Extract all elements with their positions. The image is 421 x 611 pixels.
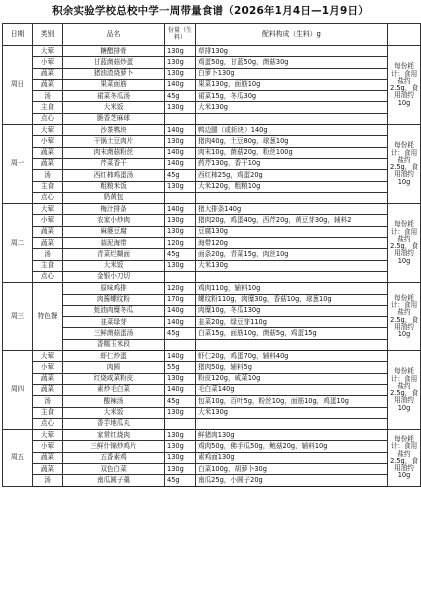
- ingredients-cell: 包菜10g，百叶5g，粉丝10g，面筋10g，鸡蛋10g: [196, 396, 388, 407]
- ingredients-cell: [196, 113, 388, 124]
- table-row: [3, 407, 421, 418]
- ingredients-cell: 鸡肉110g，辅料10g: [196, 283, 388, 294]
- day-cell: 周五: [3, 430, 33, 486]
- category-cell: 大荤: [33, 46, 63, 57]
- header-portion: 份量（生料）: [165, 24, 196, 46]
- table-row: [3, 249, 421, 260]
- page-title: 积余实验学校总校中学一周带量食谱（2026年1月4日—1月9日）: [52, 5, 369, 17]
- category-cell: 主食: [33, 260, 63, 271]
- portion-cell: 45g: [165, 91, 196, 102]
- dish-cell: 虾仁炒蛋: [63, 351, 165, 362]
- ingredients-cell: 肉末10g，菌菇20g，粉丝100g: [196, 147, 388, 158]
- portion-cell: 140g: [165, 158, 196, 169]
- dish-cell: 肉末菌菇粉丝: [63, 147, 165, 158]
- table-row: [3, 430, 421, 441]
- portion-cell: 130g: [165, 68, 196, 79]
- ingredients-cell: 大米120g，粗粮10g: [196, 181, 388, 192]
- portion-cell: 130g: [165, 430, 196, 441]
- portion-cell: [165, 192, 196, 203]
- ingredients-cell: 面条20g，青菜15g，肉丝10g: [196, 249, 388, 260]
- table-row: [3, 79, 421, 90]
- dish-cell: 糖醋排骨: [63, 46, 165, 57]
- table-row: [3, 102, 421, 113]
- ingredients-cell: 果菜130g，面筋10g: [196, 79, 388, 90]
- dish-cell: 三鲜菌菇蛋汤: [63, 328, 165, 339]
- category-cell: 小荤: [33, 215, 63, 226]
- portion-cell: 140g: [165, 125, 196, 136]
- day-cell: 周日: [3, 46, 33, 125]
- table-row: [3, 91, 421, 102]
- table-row: [3, 452, 421, 463]
- ingredients-cell: 素鸡面130g: [196, 452, 388, 463]
- table-row: [3, 46, 421, 57]
- portion-cell: 130g: [165, 215, 196, 226]
- ingredients-cell: [196, 418, 388, 429]
- dish-cell: 大米饭: [63, 102, 165, 113]
- ingredients-cell: 豆腐130g: [196, 226, 388, 237]
- dish-cell: 干锅土豆肉片: [63, 136, 165, 147]
- dish-cell: 香芋地瓜丸: [63, 418, 165, 429]
- portion-cell: 130g: [165, 452, 196, 463]
- portion-cell: 140g: [165, 147, 196, 158]
- portion-cell: 130g: [165, 102, 196, 113]
- portion-cell: 170g: [165, 294, 196, 305]
- ingredients-cell: 鸡肉50g，佛手瓜50g，鲍菇20g，辅料10g: [196, 441, 388, 452]
- table-row: [3, 57, 421, 68]
- portion-cell: 130g: [165, 407, 196, 418]
- category-cell: 蔬菜: [33, 147, 63, 158]
- ingredients-cell: 大米130g: [196, 407, 388, 418]
- ingredients-cell: 白菜100g，胡萝卜30g: [196, 463, 388, 474]
- dish-cell: 粗粮米饭: [63, 181, 165, 192]
- category-cell: 小荤: [33, 57, 63, 68]
- category-cell: 蔬菜: [33, 158, 63, 169]
- day-cell: 周四: [3, 351, 33, 430]
- nutrition-note: 每份耗计：食用盐约2.5g，食用油约10g: [388, 125, 421, 204]
- category-cell: 点心: [33, 192, 63, 203]
- table-row: [3, 384, 421, 395]
- dish-cell: 素炒毛白菜: [63, 384, 165, 395]
- ingredients-cell: 毛白菜140g: [196, 384, 388, 395]
- dish-cell: 肉酱螺纹粉: [63, 294, 165, 305]
- dish-cell: 果菜面筋: [63, 79, 165, 90]
- category-cell: 点心: [33, 271, 63, 282]
- table-row: [3, 136, 421, 147]
- dish-cell: 酸辣汤: [63, 396, 165, 407]
- portion-cell: 140g: [165, 79, 196, 90]
- portion-cell: 45g: [165, 396, 196, 407]
- portion-cell: 55g: [165, 362, 196, 373]
- dish-cell: 韭菜绿芽: [63, 317, 165, 328]
- ingredients-cell: 裙菜15g，冬瓜30g: [196, 91, 388, 102]
- dish-cell: 红烧咸菜粉皮: [63, 373, 165, 384]
- dish-cell: 甘蓝菌菇炒蛋: [63, 57, 165, 68]
- portion-cell: [165, 418, 196, 429]
- table-row: [3, 192, 421, 203]
- category-cell: 蔬菜: [33, 452, 63, 463]
- table-row: [3, 441, 421, 452]
- ingredients-cell: 海带120g: [196, 238, 388, 249]
- category-cell: 小荤: [33, 362, 63, 373]
- dish-cell: 麻婆豆腐: [63, 226, 165, 237]
- dish-cell: 猪油渣烧萝卜: [63, 68, 165, 79]
- category-cell: 蔬菜: [33, 384, 63, 395]
- category-cell: 汤: [33, 91, 63, 102]
- portion-cell: 45g: [165, 170, 196, 181]
- header-category: 类别: [33, 24, 63, 46]
- category-cell: 汤: [33, 396, 63, 407]
- nutrition-note: 每份耗计：食用盐约2.5g，食用油约10g: [388, 430, 421, 486]
- header-note: [388, 24, 421, 46]
- special-meal-cell: 特色餐: [33, 283, 63, 351]
- category-cell: 小荤: [33, 136, 63, 147]
- table-row: [3, 181, 421, 192]
- table-row: [3, 147, 421, 158]
- category-cell: 大荤: [33, 351, 63, 362]
- category-cell: 蔬菜: [33, 373, 63, 384]
- table-row: [3, 339, 421, 350]
- portion-cell: [165, 339, 196, 350]
- dish-cell: 裙菜冬瓜汤: [63, 91, 165, 102]
- portion-cell: [165, 113, 196, 124]
- dish-cell: 西红柿鸡蛋汤: [63, 170, 165, 181]
- table-row: [3, 351, 421, 362]
- dish-cell: 芹菜香干: [63, 158, 165, 169]
- portion-cell: 140g: [165, 351, 196, 362]
- category-cell: 蔬菜: [33, 68, 63, 79]
- ingredients-cell: [196, 192, 388, 203]
- category-cell: 蔬菜: [33, 238, 63, 249]
- dish-cell: 五香素鸡: [63, 452, 165, 463]
- ingredients-cell: 猪大排条140g: [196, 204, 388, 215]
- dish-cell: 大米饭: [63, 260, 165, 271]
- table-row: [3, 418, 421, 429]
- portion-cell: 130g: [165, 260, 196, 271]
- portion-cell: 120g: [165, 238, 196, 249]
- ingredients-cell: 猪肉40g，土豆80g，球葱10g: [196, 136, 388, 147]
- portion-cell: 130g: [165, 226, 196, 237]
- table-row: [3, 328, 421, 339]
- table-row: [3, 215, 421, 226]
- dish-cell: 香糯玉米段: [63, 339, 165, 350]
- table-row: [3, 362, 421, 373]
- ingredients-cell: 虾仁20g，鸡蛋70g，辅料40g: [196, 351, 388, 362]
- dish-cell: 双色白菜: [63, 463, 165, 474]
- table-row: [3, 170, 421, 181]
- table-row: [3, 396, 421, 407]
- table-row: [3, 125, 421, 136]
- dish-cell: 三鲜什锦炒鸡片: [63, 441, 165, 452]
- table-row: [3, 294, 421, 305]
- portion-cell: 130g: [165, 136, 196, 147]
- category-cell: 汤: [33, 249, 63, 260]
- table-row: [3, 475, 421, 486]
- menu-table: [2, 23, 421, 487]
- ingredients-cell: 白萝卜130g: [196, 68, 388, 79]
- category-cell: 点心: [33, 418, 63, 429]
- portion-cell: 130g: [165, 463, 196, 474]
- table-row: [3, 463, 421, 474]
- dish-cell: 梅汁排条: [63, 204, 165, 215]
- portion-cell: 140g: [165, 305, 196, 316]
- ingredients-cell: 药芹130g，香干10g: [196, 158, 388, 169]
- table-row: [3, 373, 421, 384]
- dish-cell: 原味鸡排: [63, 283, 165, 294]
- dish-cell: 脆香芝麻球: [63, 113, 165, 124]
- category-cell: 大荤: [33, 430, 63, 441]
- portion-cell: 45g: [165, 475, 196, 486]
- portion-cell: 45g: [165, 328, 196, 339]
- day-cell: 周三: [3, 283, 33, 351]
- category-cell: 汤: [33, 170, 63, 181]
- header-ingredients: 配料构成（生料）g: [196, 24, 388, 46]
- portion-cell: 120g: [165, 283, 196, 294]
- category-cell: 蔬菜: [33, 463, 63, 474]
- ingredients-cell: 大米130g: [196, 260, 388, 271]
- category-cell: 大荤: [33, 125, 63, 136]
- nutrition-note: 每份耗计：食用盐约2.5g，食用油约10g: [388, 351, 421, 430]
- category-cell: 小荤: [33, 441, 63, 452]
- nutrition-note: 每份耗计：食用盐约2.5g，食用油约10g: [388, 283, 421, 351]
- dish-cell: 蚝油肉糜冬瓜: [63, 305, 165, 316]
- portion-cell: 130g: [165, 181, 196, 192]
- portion-cell: 130g: [165, 57, 196, 68]
- ingredients-cell: 螺纹粉110g，肉糜30g，香菇10g，球葱10g: [196, 294, 388, 305]
- ingredients-cell: 猪肉50g，辅料5g: [196, 362, 388, 373]
- portion-cell: 130g: [165, 46, 196, 57]
- table-row: [3, 204, 421, 215]
- day-cell: 周二: [3, 204, 33, 283]
- ingredients-cell: 猪肉20g，鸡蛋40g，西芹20g，黄豆芽30g，辅料2: [196, 215, 388, 226]
- ingredients-cell: 白菜15g，面筋10g，菌菇5g，鸡蛋15g: [196, 328, 388, 339]
- ingredients-cell: 粉皮120g，咸菜10g: [196, 373, 388, 384]
- dish-cell: 金银小刀切: [63, 271, 165, 282]
- table-row: [3, 238, 421, 249]
- ingredients-cell: 肉糜10g，冬瓜130g: [196, 305, 388, 316]
- table-row: [3, 260, 421, 271]
- dish-cell: 蒜泥海带: [63, 238, 165, 249]
- portion-cell: 140g: [165, 317, 196, 328]
- header-day: 日期: [3, 24, 33, 46]
- nutrition-note: 每份耗计：食用盐约2.5g，食用油约10g: [388, 46, 421, 125]
- dish-cell: 沙茶鸭块: [63, 125, 165, 136]
- dish-cell: 奶黄包: [63, 192, 165, 203]
- category-cell: 大荤: [33, 204, 63, 215]
- table-row: [3, 158, 421, 169]
- ingredients-cell: 韭菜20g，绿豆芽110g: [196, 317, 388, 328]
- portion-cell: 140g: [165, 204, 196, 215]
- day-cell: 周一: [3, 125, 33, 204]
- dish-cell: 青菜烂糊面: [63, 249, 165, 260]
- category-cell: 主食: [33, 181, 63, 192]
- ingredients-cell: [196, 271, 388, 282]
- category-cell: 蔬菜: [33, 79, 63, 90]
- category-cell: 点心: [33, 113, 63, 124]
- table-row: [3, 226, 421, 237]
- portion-cell: 140g: [165, 384, 196, 395]
- header-row: [3, 24, 421, 46]
- portion-cell: 45g: [165, 249, 196, 260]
- table-row: [3, 283, 421, 294]
- dish-cell: 肉圆: [63, 362, 165, 373]
- table-row: [3, 68, 421, 79]
- dish-cell: 农家小炒肉: [63, 215, 165, 226]
- ingredients-cell: 鸭边腿（或斩块）140g: [196, 125, 388, 136]
- ingredients-cell: [196, 339, 388, 350]
- ingredients-cell: 草排130g: [196, 46, 388, 57]
- ingredients-cell: 南瓜25g，小圆子20g: [196, 475, 388, 486]
- category-cell: 主食: [33, 102, 63, 113]
- ingredients-cell: 鲜猪肉130g: [196, 430, 388, 441]
- ingredients-cell: 大米130g: [196, 102, 388, 113]
- header-dish: 品名: [63, 24, 165, 46]
- portion-cell: [165, 271, 196, 282]
- table-row: [3, 113, 421, 124]
- table-row: [3, 305, 421, 316]
- ingredients-cell: 鸡蛋50g，甘蓝50g，菌菇30g: [196, 57, 388, 68]
- dish-cell: 南瓜圆子羹: [63, 475, 165, 486]
- table-row: [3, 317, 421, 328]
- ingredients-cell: 西红柿25g，鸡蛋20g: [196, 170, 388, 181]
- nutrition-note: 每份耗计：食用盐约2.5g，食用油约10g: [388, 204, 421, 283]
- table-row: [3, 271, 421, 282]
- category-cell: 主食: [33, 407, 63, 418]
- dish-cell: 大米饭: [63, 407, 165, 418]
- portion-cell: 130g: [165, 441, 196, 452]
- dish-cell: 家常红烧肉: [63, 430, 165, 441]
- category-cell: 蔬菜: [33, 226, 63, 237]
- category-cell: 汤: [33, 475, 63, 486]
- portion-cell: 130g: [165, 373, 196, 384]
